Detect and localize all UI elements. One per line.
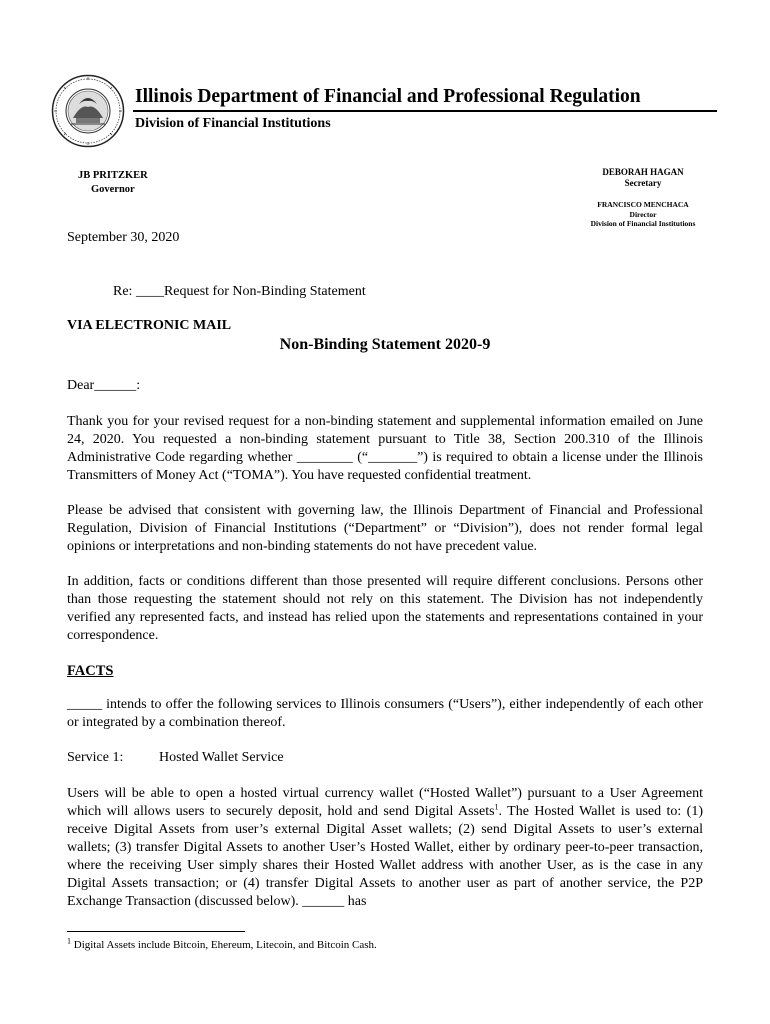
paragraph-hosted-wallet-part1: Users will be able to open a hosted virtual currency wallet (“Hosted Wallet”) pursuant to a User Agreement which will allows users to securely deposit, hold and send Digital Assets [67, 786, 703, 819]
footnote-ref: 1 [494, 802, 499, 812]
paragraph-services-intro: _____ intends to offer the following services to Illinois consumers (“Users”), either independently of each other or integrated by a combination thereof. [67, 697, 703, 730]
paragraph-hosted-wallet-part2: . The Hosted Wallet is used to: (1) receive Digital Assets from user’s external Digital Asset wallets; (2) send Digital Assets to user’s external wallets; (3) transfer Digital Assets to another User’s Hosted Wallet, either by ordinary peer-to-peer transaction, where the receiving User simply shares their Hosted Wallet address with another User, as is the case in any Digital Assets transaction; or (4) transfer Digital Assets to another user as part of another service, the P2P Exchange Transaction (discussed below). ______ has [67, 804, 703, 909]
secretary-title: Secretary [624, 178, 662, 188]
secretary-block [578, 167, 708, 189]
footnote-rule [67, 931, 245, 932]
salutation: Dear______: [67, 378, 141, 393]
director-block [570, 200, 716, 229]
paragraph-hosted-wallet [67, 785, 703, 911]
secretary-name: DEBORAH HAGAN [602, 167, 684, 177]
re-line: Re: ____Request for Non-Binding Statement [113, 284, 366, 299]
service-name: Hosted Wallet Service [159, 750, 284, 765]
paragraph-conditions: In addition, facts or conditions different than those presented will require different conclusions. Persons other than those requesting the statement should not rely on this statement. The Division has not independently verified any represented facts, and instead has relied upon the statements and representations contained in your correspondence. [67, 574, 703, 643]
director-name: FRANCISCO MENCHACA [597, 200, 689, 209]
org-title: Illinois Department of Financial and Professional Regulation [135, 86, 641, 107]
facts-heading: FACTS [67, 663, 114, 679]
state-seal-icon [51, 74, 125, 148]
paragraph-advisory: Please be advised that consistent with governing law, the Illinois Department of Financial and Professional Regulation, Division of Financial Institutions (“Department” or “Division”), does not render formal legal opinions or interpretations and non-binding statements do not have precedent value. [67, 503, 703, 554]
org-subtitle: Division of Financial Institutions [135, 116, 331, 131]
governor-block [78, 169, 148, 197]
paragraph-request: Thank you for your revised request for a non-binding statement and supplemental information emailed on June 24, 2020. You requested a non-binding statement pursuant to Title 38, Section 200.310 of the Illinois Administrative Code regarding whether ________ (“_______”) is required to obtain a license under the Illinois Transmitters of Money Act (“TOMA”). You have requested confidential treatment. [67, 414, 703, 483]
governor-name: JB PRITZKER [78, 170, 148, 181]
letter-date: September 30, 2020 [67, 230, 180, 245]
footnote [67, 938, 377, 952]
service-label: Service 1: [67, 750, 124, 765]
director-division: Division of Financial Institutions [590, 219, 696, 228]
header-rule [133, 110, 717, 112]
governor-title: Governor [90, 184, 135, 195]
delivery-method: VIA ELECTRONIC MAIL [67, 318, 232, 333]
statement-title: Non-Binding Statement 2020-9 [279, 336, 491, 353]
director-title: Director [629, 209, 657, 219]
footnote-number: 1 [67, 936, 71, 946]
footnote-text: Digital Assets include Bitcoin, Ehereum, Litecoin, and Bitcoin Cash. [73, 939, 377, 951]
